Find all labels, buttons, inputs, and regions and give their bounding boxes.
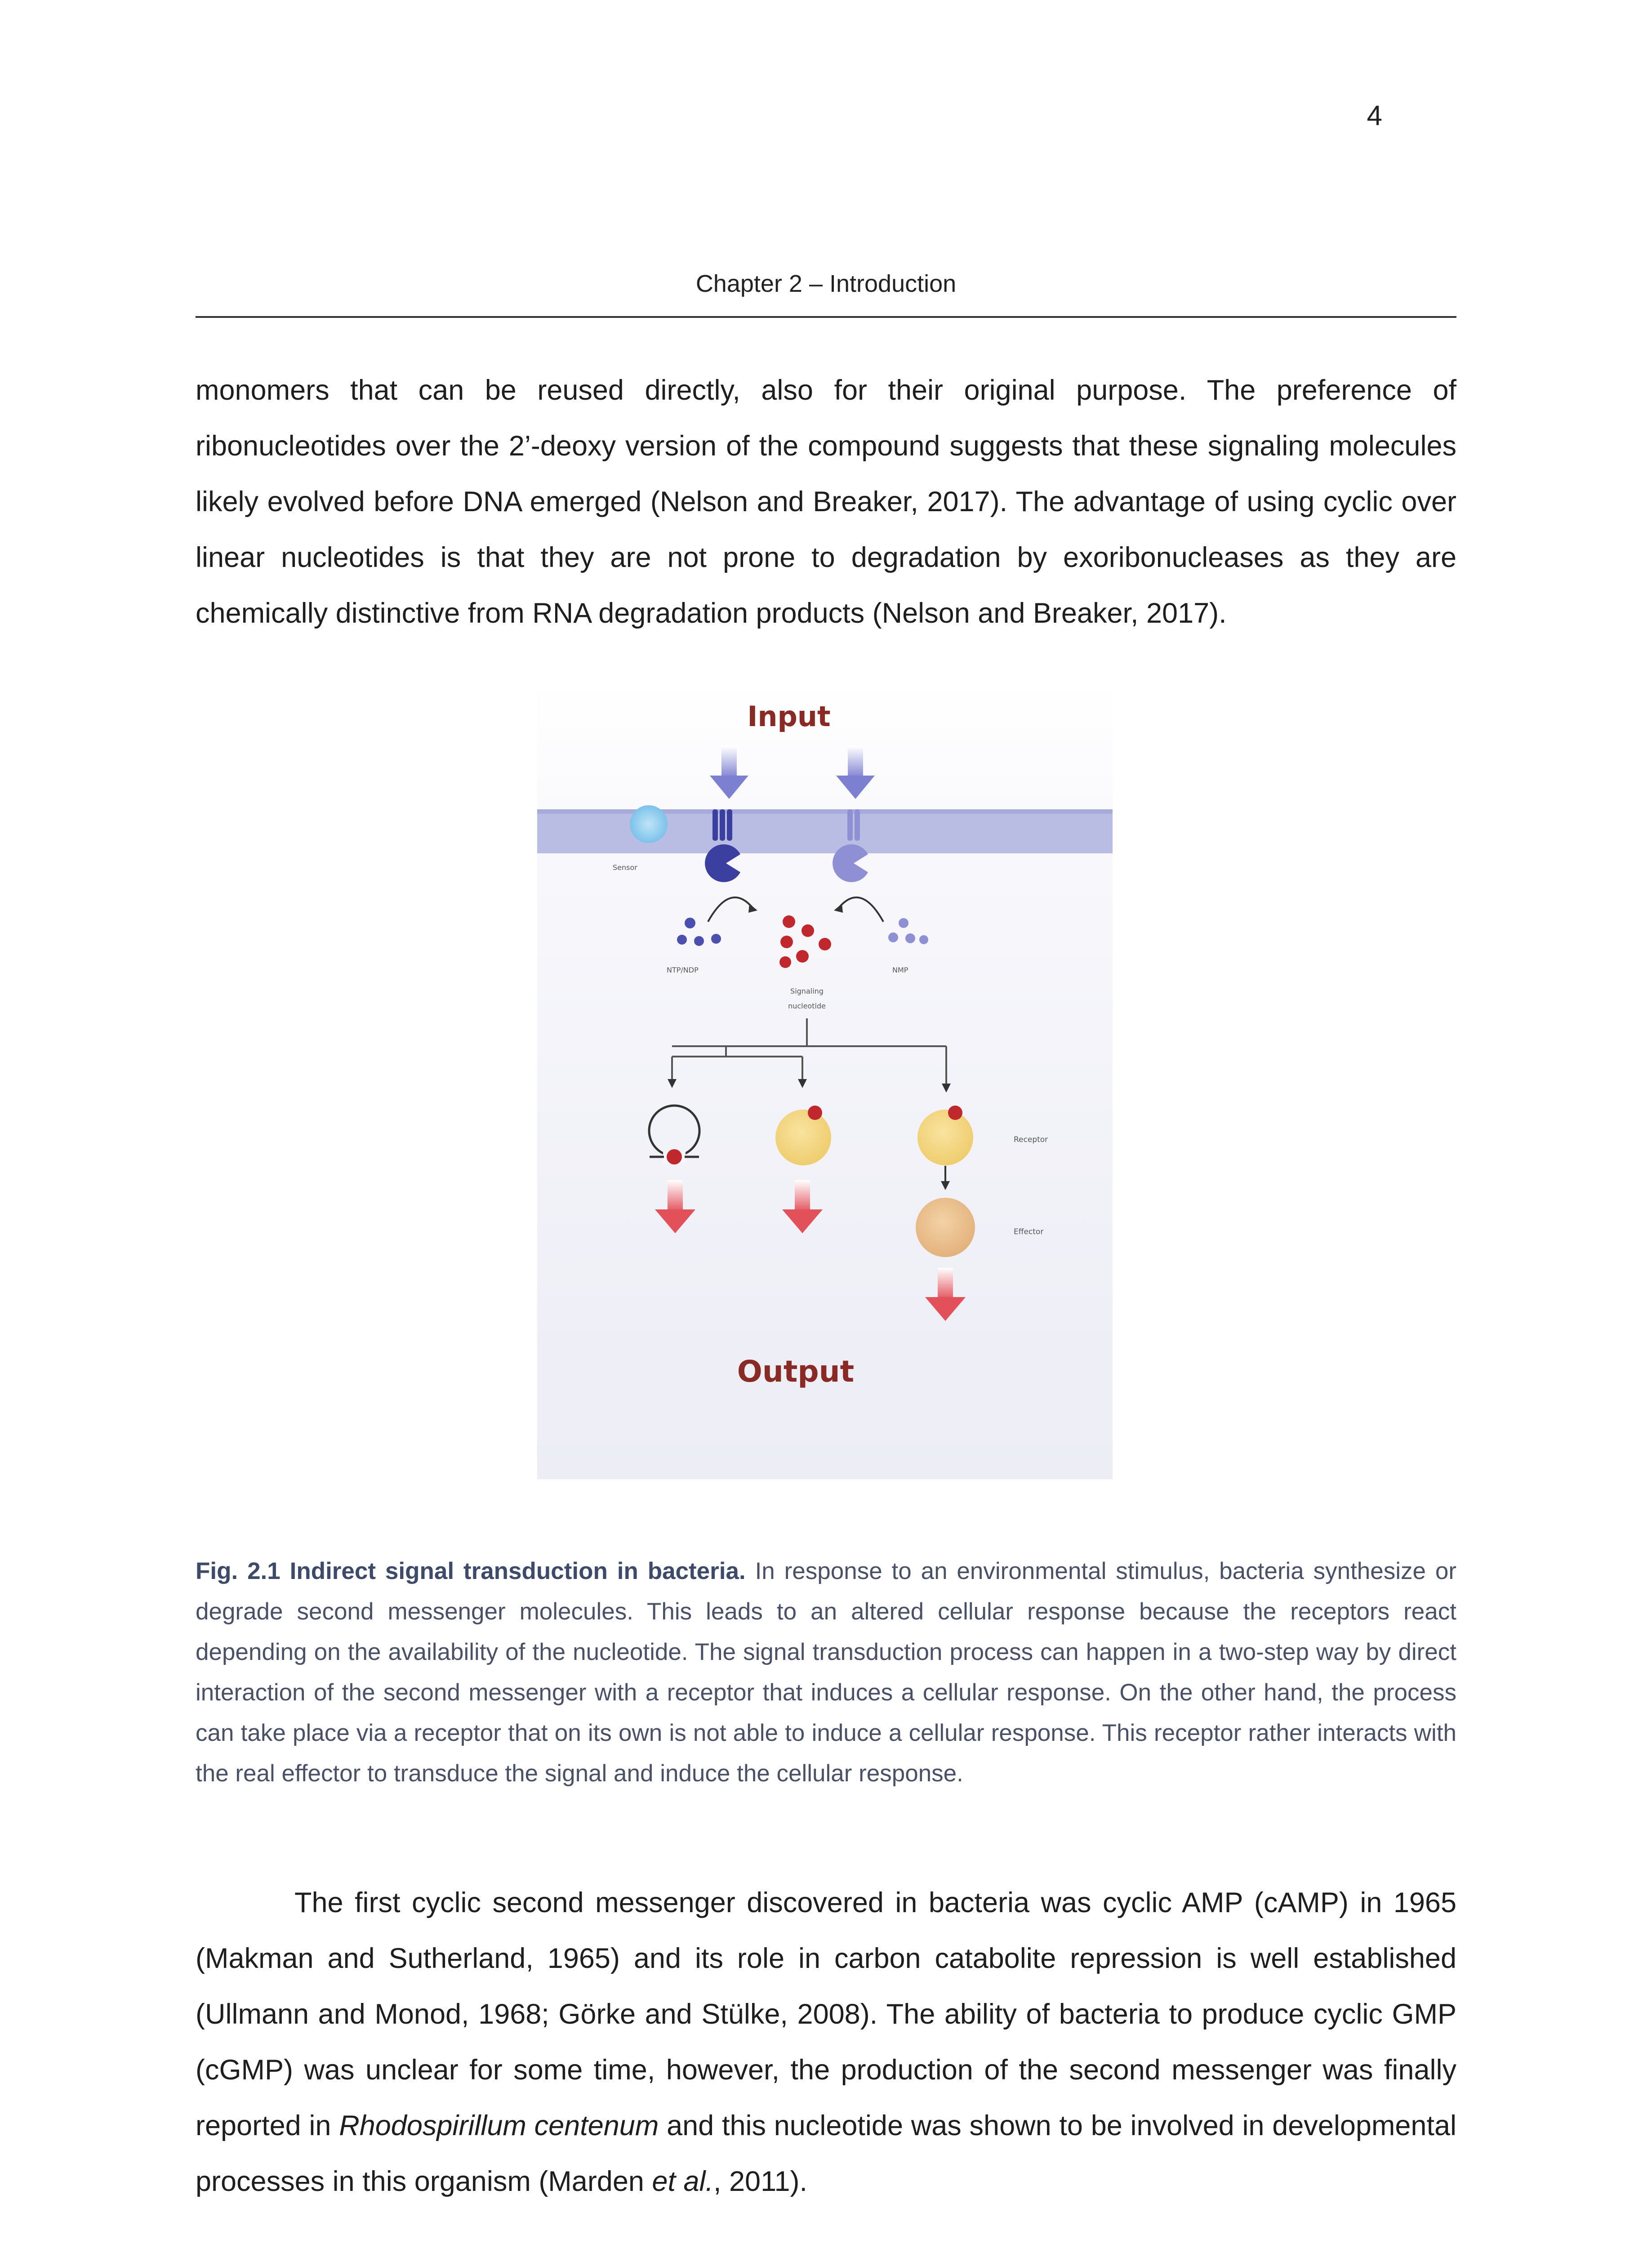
- signal-transduction-figure: [537, 681, 1113, 1479]
- nmp-label: NMP: [892, 966, 908, 974]
- running-header: Chapter 2 – Introduction: [695, 270, 957, 297]
- signaling-label-1: Signaling: [790, 987, 824, 995]
- input-label: Input: [747, 700, 831, 733]
- page-number: 4: [1367, 100, 1382, 131]
- signaling-label-2: nucleotide: [788, 1002, 826, 1010]
- header-rule: [196, 316, 1456, 318]
- output-label: Output: [737, 1354, 855, 1389]
- figure-diagram: [537, 681, 1113, 1479]
- species-name: Rhodospirillum centenum: [339, 2110, 659, 2141]
- effector-label: Effector: [1014, 1227, 1044, 1236]
- paragraph2-part3: , 2011).: [713, 2166, 807, 2197]
- body-paragraph-1: monomers that can be reused directly, also for their original purpose. The preference of ribonucleotides over the 2’-deoxy version of the compound suggests that these signaling molecules likely evolved before DNA emerged (Nelson and Breaker, 2017). The advantage of using cyclic over linear nucleotides is that they are not prone to degradation by exoribonucleases as they are chemically distinctive from RNA degradation products (Nelson and Breaker, 2017).: [196, 375, 1456, 629]
- ntp-ndp-label: NTP/NDP: [667, 966, 699, 974]
- effector-icon: [916, 1198, 975, 1257]
- caption-label: Fig. 2.1 Indirect signal transduction in bacteria.: [196, 1558, 746, 1584]
- sensor-label: Sensor: [613, 863, 637, 872]
- caption-text: In response to an environmental stimulus, bacteria synthesize or degrade second messenger molecules. This leads to an altered cellular response because the receptors react depending on the availability of the nucleotide. The signal transduction process can happen in a two-step way by direct interaction of the second messenger with a receptor that induces a cellular response. On the other hand, the process can take place via a receptor that on its own is not able to induce a cellular response. This receptor rather interacts with the real effector to transduce the signal and induce the cellular response.: [196, 1558, 1456, 1787]
- et-al: et al.: [652, 2166, 714, 2197]
- paragraph2-part2: and this nucleotide was shown to be involved in developmental processes in this organism (Marden: [196, 2110, 1457, 2197]
- receptor-label: Receptor: [1014, 1135, 1048, 1144]
- cell-membrane: [537, 809, 1113, 853]
- sensor-icon: [630, 805, 668, 843]
- figure-caption: [196, 1551, 1456, 1794]
- body-paragraph-2: [196, 1875, 1456, 2209]
- paragraph2-part1: The first cyclic second messenger discovered in bacteria was cyclic AMP (cAMP) in 1965 (Makman and Sutherland, 1965) and its role in carbon catabolite repression is well established (Ullmann and Monod, 1968; Görke and Stülke, 2008). The ability of bacteria to produce cyclic GMP (cGMP) was unclear for some time, however, the production of the second messenger was finally reported in: [196, 1887, 1456, 2141]
